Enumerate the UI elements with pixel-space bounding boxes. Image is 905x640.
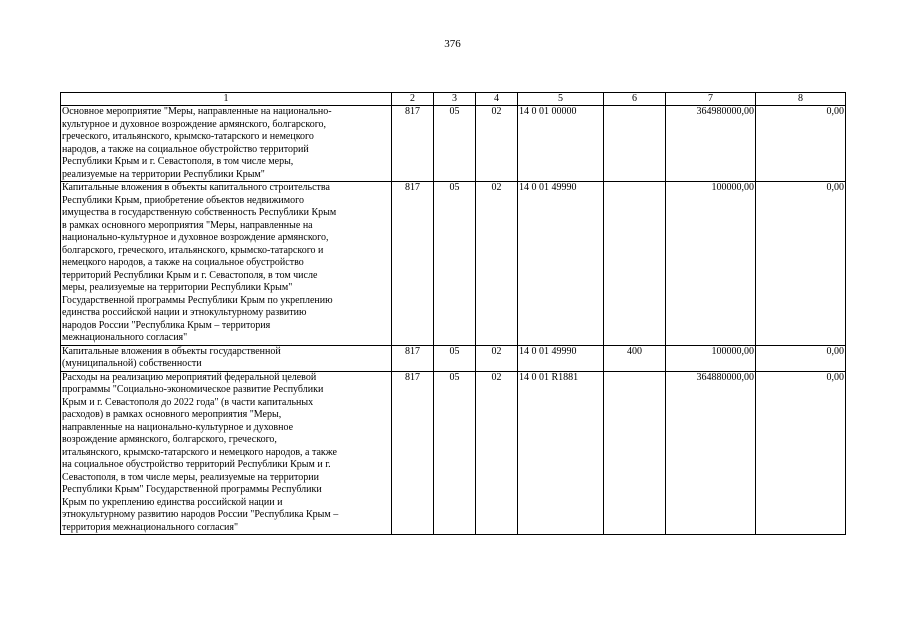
amount-value: 364880000,00 [666,371,756,535]
amount-value: 364980000,00 [666,106,756,182]
subsection-code: 02 [476,371,518,535]
row-description: Расходы на реализацию мероприятий федеральной целевой программы "Социально-экономическое развитие Республики Крым и г. Севастополя до 2022 года" (в части капитальных расходов) в рамках основного мероприятия "Меры, направленные на национально-культурное и духовное возрождение армянского, болгарского, греческого, итальянского, крымско-татарского и немецкого народов, а также на социальное обустройство территорий Республики Крым и г. Севастополя, в том числе меры, реализуемые на территории Республики Крым" Государственной программы Республики Крым по укреплению единства российской нации и этнокультурному развитию народов России "Республика Крым – территория межнационального согласия" [61,371,392,535]
ministry-code: 817 [392,345,434,371]
row-description: Капитальные вложения в объекты капитального строительства Республики Крым, приобретение объектов недвижимого имущества в государственную собственность Республики Крым в рамках основного мероприятия "Меры, направленные на национально-культурное и духовное возрождение армянского, болгарского, греческого, итальянского, крымско-татарского и немецкого народов, а также на социальное обустройство территорий Республики Крым и г. Севастополя, в том числе меры, реализуемые на территории Республики Крым" Государственной программы Республики Крым по укреплению единства российской нации и этнокультурному развитию народов России "Республика Крым – территория межнационального согласия" [61,182,392,346]
target-article-code: 14 0 01 49990 [518,182,604,346]
target-article-code: 14 0 01 49990 [518,345,604,371]
expense-type-code: 400 [604,345,666,371]
subsection-code: 02 [476,345,518,371]
table-row [61,106,846,182]
row-description: Основное мероприятие "Меры, направленные на национально- культурное и духовное возрождение армянского, болгарского, греческого, итальянского, крымско-татарского и немецкого народов, а также на социальное обустройство территорий Республики Крым и г. Севастополя, в том числе меры, реализуемые на территории Республики Крым" [61,106,392,182]
table-header-row [61,93,846,106]
subsection-code: 02 [476,182,518,346]
section-code: 05 [434,345,476,371]
column-header: 8 [756,93,846,106]
table-row [61,371,846,535]
row-description: Капитальные вложения в объекты государственной (муниципальной) собственности [61,345,392,371]
column-header: 1 [61,93,392,106]
table-row [61,345,846,371]
expense-type-code [604,371,666,535]
section-code: 05 [434,371,476,535]
budget-table [60,92,846,535]
column-header: 4 [476,93,518,106]
section-code: 05 [434,106,476,182]
ministry-code: 817 [392,106,434,182]
target-article-code: 14 0 01 R1881 [518,371,604,535]
column-header: 2 [392,93,434,106]
column-header: 6 [604,93,666,106]
section-code: 05 [434,182,476,346]
ministry-code: 817 [392,182,434,346]
column-header: 5 [518,93,604,106]
amount-value-secondary: 0,00 [756,371,846,535]
target-article-code: 14 0 01 00000 [518,106,604,182]
column-header: 3 [434,93,476,106]
amount-value-secondary: 0,00 [756,182,846,346]
amount-value-secondary: 0,00 [756,106,846,182]
amount-value: 100000,00 [666,345,756,371]
table-row [61,182,846,346]
subsection-code: 02 [476,106,518,182]
column-header: 7 [666,93,756,106]
expense-type-code [604,182,666,346]
amount-value-secondary: 0,00 [756,345,846,371]
expense-type-code [604,106,666,182]
amount-value: 100000,00 [666,182,756,346]
ministry-code: 817 [392,371,434,535]
page-number: 376 [444,38,461,50]
